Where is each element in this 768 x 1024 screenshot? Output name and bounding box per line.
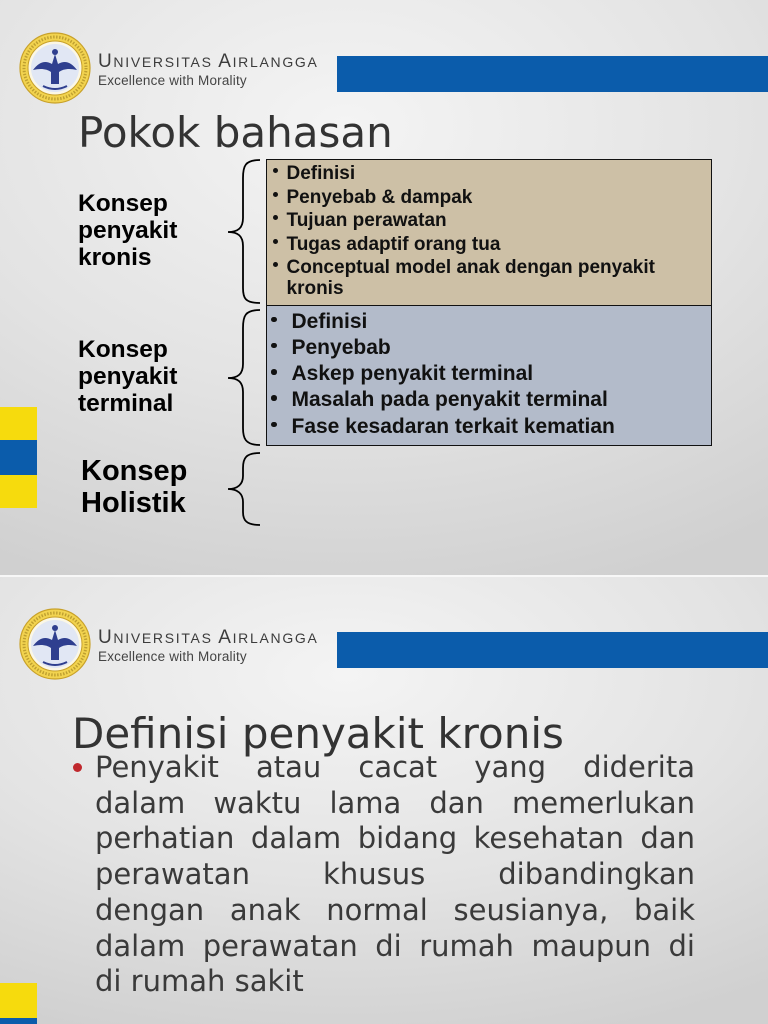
- topic-label-terminal: Konsep penyakit terminal: [78, 336, 178, 417]
- bullet-icon: [73, 763, 82, 772]
- list-item: Askep penyakit terminal: [267, 361, 711, 387]
- list-item: Penyebab: [267, 335, 711, 361]
- list-item: Tujuan perawatan: [267, 210, 711, 231]
- definition-line: Penyakit atau cacat yang diderita: [95, 750, 695, 784]
- slide-title: Definisi penyakit kronis: [72, 709, 564, 758]
- topic-label-holistik: Konsep Holistik: [81, 455, 188, 519]
- slide-title: Pokok bahasan: [78, 108, 393, 157]
- logo-emblem-head: [52, 625, 58, 631]
- topic-box-kronis: [266, 159, 712, 306]
- list-item: Tugas adaptif orang tua: [267, 234, 711, 255]
- university-logo: [19, 32, 91, 104]
- university-logo: [19, 608, 91, 680]
- definition-line: perhatian dalam bidang kesehatan dan: [95, 821, 695, 856]
- topic-list-kronis: [267, 160, 711, 299]
- logo-emblem-head: [52, 49, 58, 55]
- accent-yellow-block: [0, 475, 37, 508]
- slide-definisi: [0, 577, 768, 1024]
- definition-line: dalam perawatan di rumah maupun di: [95, 928, 695, 963]
- accent-yellow-block: [0, 407, 37, 440]
- definition-paragraph: [95, 750, 695, 1000]
- university-tagline: Excellence with Morality: [98, 649, 247, 664]
- topic-box-terminal: [266, 305, 712, 446]
- university-tagline: Excellence with Morality: [98, 73, 247, 88]
- definition-line: dengan anak normal seusianya, baik: [95, 892, 695, 927]
- topic-list-terminal: [267, 306, 711, 440]
- university-name-word: UNIVERSITAS: [98, 627, 213, 648]
- list-item: Fase kesadaran terkait kematian: [267, 414, 711, 440]
- university-name: [98, 52, 319, 72]
- list-item: Penyebab & dampak: [267, 187, 711, 208]
- university-name-word: AIRLANGGA: [218, 627, 319, 648]
- header-bar: [337, 56, 768, 92]
- definition-line: dalam waktu lama dan memerlukan: [95, 785, 695, 820]
- definition-line: perawatan khusus dibandingkan: [95, 857, 695, 892]
- university-name-word: UNIVERSITAS: [98, 51, 213, 72]
- accent-yellow-block: [0, 983, 37, 1018]
- brace-holistik: [228, 453, 260, 525]
- topic-label-kronis: Konsep penyakit kronis: [78, 190, 178, 271]
- list-item: Definisi: [267, 309, 711, 335]
- brace-kronis: [228, 160, 260, 303]
- list-item: Masalah pada penyakit terminal: [267, 387, 711, 413]
- definition-line: di rumah sakit: [95, 964, 304, 999]
- accent-blue-block: [0, 1018, 37, 1024]
- brace-terminal: [228, 310, 260, 445]
- university-name: [98, 628, 319, 648]
- accent-blue-block: [0, 440, 37, 475]
- list-item: Conceptual model anak dengan penyakit kronis: [267, 257, 711, 299]
- header-bar: [337, 632, 768, 668]
- university-name-word: AIRLANGGA: [218, 51, 319, 72]
- list-item: Definisi: [267, 163, 711, 184]
